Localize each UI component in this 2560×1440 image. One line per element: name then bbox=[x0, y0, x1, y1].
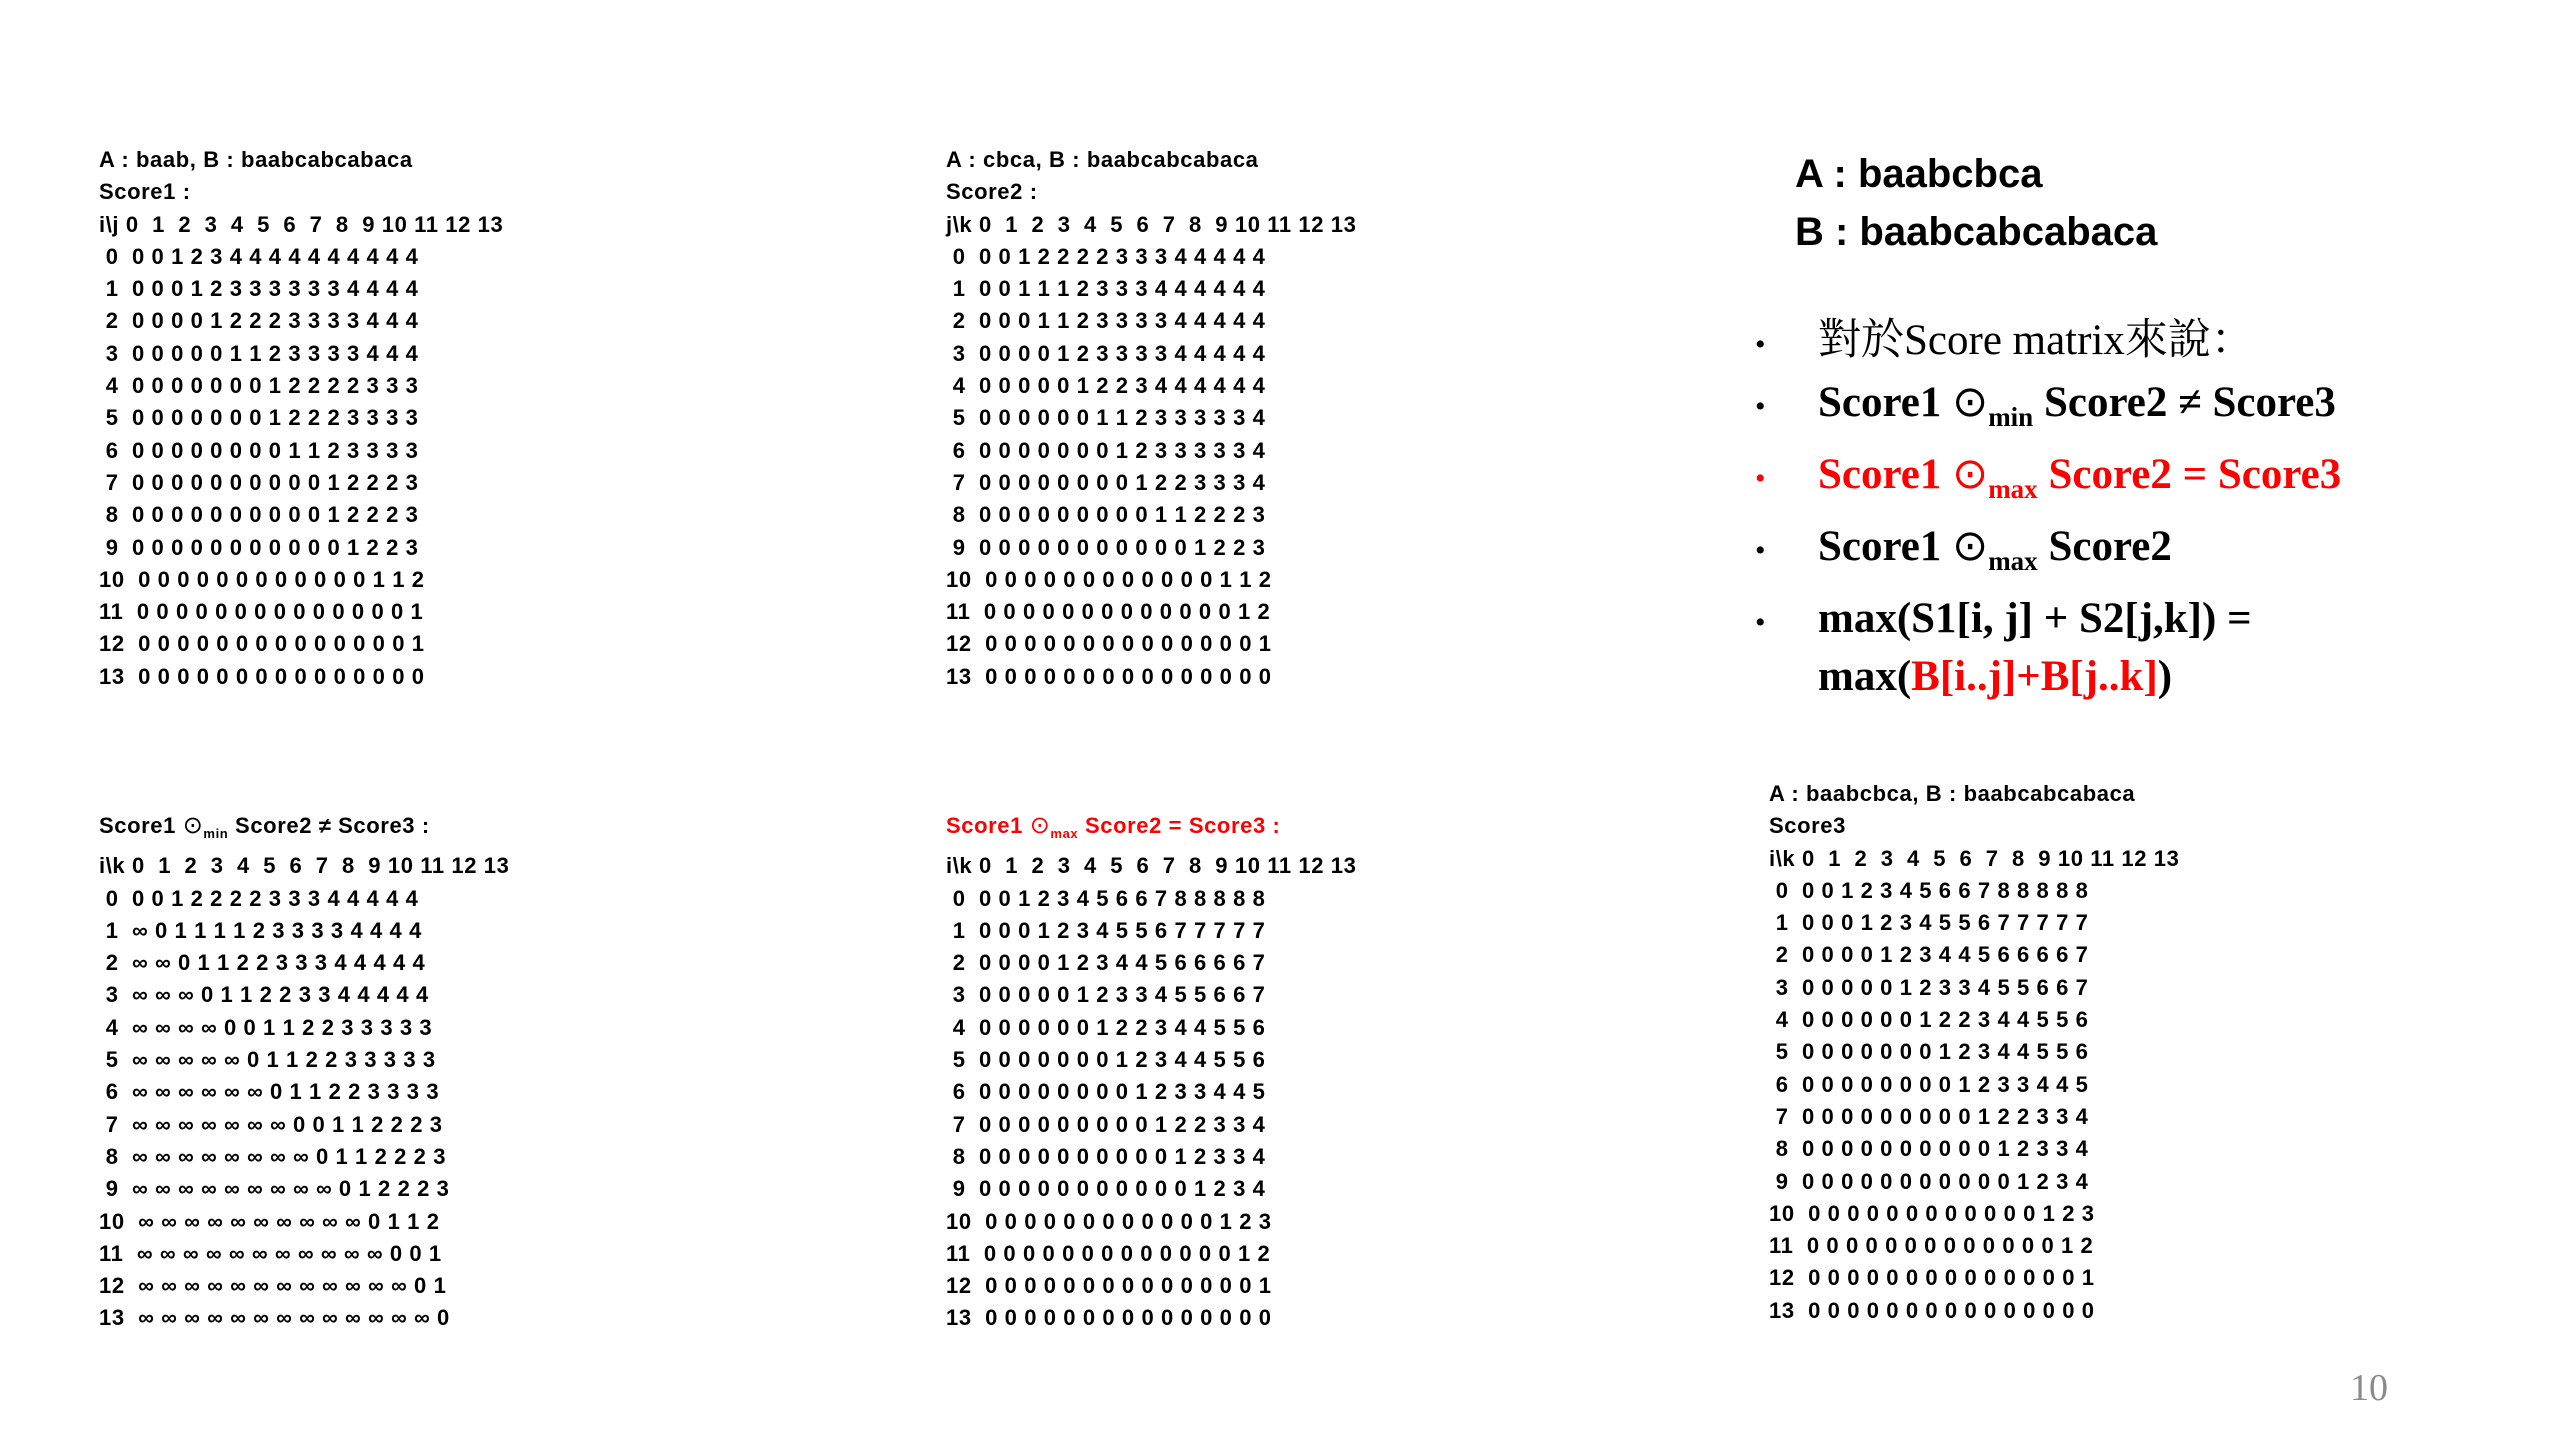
matrix-header-line: A : cbca, B : baabcabcabaca bbox=[946, 147, 1259, 172]
matrix-row: 10 ∞ ∞ ∞ ∞ ∞ ∞ ∞ ∞ ∞ ∞ 0 1 1 2 bbox=[99, 1208, 440, 1234]
matrix-row: 11 0 0 0 0 0 0 0 0 0 0 0 0 0 1 2 bbox=[946, 599, 1271, 625]
page-number: 10 bbox=[2350, 1367, 2388, 1409]
matrix-row: 3 0 0 0 0 0 1 2 3 3 4 5 5 6 6 7 bbox=[1769, 974, 2089, 1000]
matrix-row: 0 0 0 1 2 3 4 5 6 6 7 8 8 8 8 8 bbox=[1769, 877, 2089, 903]
matrix-row: 2 0 0 0 0 1 2 2 2 3 3 3 3 4 4 4 bbox=[99, 308, 419, 334]
matrix-row: 5 0 0 0 0 0 0 0 1 2 3 4 4 5 5 6 bbox=[1769, 1039, 2089, 1065]
matrix-row: 7 0 0 0 0 0 0 0 0 1 2 2 3 3 3 4 bbox=[946, 469, 1266, 495]
bullet-item-max bbox=[1755, 518, 2545, 590]
matrix-row: 12 0 0 0 0 0 0 0 0 0 0 0 0 0 0 1 bbox=[1769, 1265, 2095, 1291]
matrix-row: 9 0 0 0 0 0 0 0 0 0 0 0 1 2 3 4 bbox=[946, 1176, 1266, 1202]
matrix-row: 2 0 0 0 0 1 2 3 4 4 5 6 6 6 6 7 bbox=[946, 950, 1266, 976]
string-a-line: A : baabcbca bbox=[1795, 152, 2043, 196]
bullet-text bbox=[1818, 590, 2252, 706]
matrix-header-line: Score1 : bbox=[99, 179, 191, 205]
string-info bbox=[1795, 145, 2157, 261]
matrix-row: 4 0 0 0 0 0 0 0 1 2 2 2 2 3 3 3 bbox=[99, 373, 419, 399]
matrix-row: 4 0 0 0 0 0 1 2 2 3 4 4 4 4 4 4 bbox=[946, 373, 1266, 399]
matrix-row: 12 0 0 0 0 0 0 0 0 0 0 0 0 0 0 1 bbox=[946, 631, 1272, 657]
bullet-list bbox=[1755, 312, 2545, 706]
bullet-item-max-equal bbox=[1755, 446, 2545, 518]
matrix-row: 5 ∞ ∞ ∞ ∞ ∞ 0 1 1 2 2 3 3 3 3 3 bbox=[99, 1047, 436, 1073]
matrix-header-line: Score2 : bbox=[946, 179, 1038, 205]
matrix-row: 9 ∞ ∞ ∞ ∞ ∞ ∞ ∞ ∞ ∞ 0 1 2 2 2 3 bbox=[99, 1176, 450, 1202]
matrix-header-line: Score3 bbox=[1769, 813, 1846, 839]
matrix-row: 10 0 0 0 0 0 0 0 0 0 0 0 0 1 1 2 bbox=[946, 566, 1272, 592]
matrix-row: 1 0 0 0 1 2 3 3 3 3 3 3 4 4 4 4 bbox=[99, 276, 419, 302]
matrix-row: 5 0 0 0 0 0 0 0 1 2 3 4 4 5 5 6 bbox=[946, 1047, 1266, 1073]
matrix-row: 12 ∞ ∞ ∞ ∞ ∞ ∞ ∞ ∞ ∞ ∞ ∞ ∞ 0 1 bbox=[99, 1273, 447, 1299]
bullet-text: Score1 $⊙_{max}$ Score2 bbox=[1818, 523, 2172, 576]
bullet-text: Score1 $⊙_{min}$ Score2 ≠ Score3 bbox=[1818, 379, 2336, 432]
matrix-row: 1 0 0 0 1 2 3 4 5 5 6 7 7 7 7 7 bbox=[1769, 910, 2089, 936]
matrix-row: 11 0 0 0 0 0 0 0 0 0 0 0 0 0 0 1 bbox=[99, 599, 424, 625]
matrix-score-min-product bbox=[99, 810, 509, 1335]
matrix-score-max-product bbox=[946, 810, 1356, 1335]
matrix-row: 5 0 0 0 0 0 0 0 1 2 2 2 3 3 3 3 bbox=[99, 405, 419, 431]
matrix-row: 13 0 0 0 0 0 0 0 0 0 0 0 0 0 0 0 bbox=[99, 663, 425, 689]
matrix-row: 6 0 0 0 0 0 0 0 0 1 1 2 3 3 3 3 bbox=[99, 437, 419, 463]
matrix-row: 3 ∞ ∞ ∞ 0 1 1 2 2 3 3 4 4 4 4 4 bbox=[99, 982, 429, 1008]
matrix-row: 9 0 0 0 0 0 0 0 0 0 0 0 1 2 2 3 bbox=[946, 534, 1266, 560]
matrix-column-header: i\j 0 1 2 3 4 5 6 7 8 9 10 11 12 13 bbox=[99, 211, 504, 237]
string-b-line: B : baabcabcabaca bbox=[1795, 210, 2158, 254]
matrix-row: 2 ∞ ∞ 0 1 1 2 2 3 3 3 4 4 4 4 4 bbox=[99, 950, 426, 976]
matrix-row: 8 0 0 0 0 0 0 0 0 0 1 1 2 2 2 3 bbox=[946, 502, 1266, 528]
matrix-row: 9 0 0 0 0 0 0 0 0 0 0 0 1 2 3 4 bbox=[1769, 1168, 2089, 1194]
bullet-dot: • bbox=[1755, 606, 1766, 639]
matrix-row: 1 ∞ 0 1 1 1 1 2 3 3 3 3 4 4 4 4 bbox=[99, 917, 422, 943]
matrix-row: 7 0 0 0 0 0 0 0 0 0 1 2 2 3 3 4 bbox=[1769, 1103, 2089, 1129]
formula-line-2: max(B[i..j]+B[j..k]) bbox=[1818, 653, 2173, 700]
matrix-row: 13 0 0 0 0 0 0 0 0 0 0 0 0 0 0 0 bbox=[1769, 1297, 2095, 1323]
matrix-row: 13 ∞ ∞ ∞ ∞ ∞ ∞ ∞ ∞ ∞ ∞ ∞ ∞ ∞ 0 bbox=[99, 1305, 450, 1331]
bullet-item-formula bbox=[1755, 590, 2545, 706]
matrix-row: 8 ∞ ∞ ∞ ∞ ∞ ∞ ∞ ∞ 0 1 1 2 2 2 3 bbox=[99, 1143, 447, 1169]
matrix-row: 7 0 0 0 0 0 0 0 0 0 0 1 2 2 2 3 bbox=[99, 469, 419, 495]
matrix-title: Score1 $⊙_{min}$ Score2 ≠ Score3 : bbox=[99, 812, 430, 841]
matrix-row: 1 0 0 1 1 1 2 3 3 3 4 4 4 4 4 4 bbox=[946, 276, 1266, 302]
matrix-row: 6 0 0 0 0 0 0 0 0 1 2 3 3 4 4 5 bbox=[1769, 1071, 2089, 1097]
matrix-row: 2 0 0 0 1 1 2 3 3 3 3 4 4 4 4 4 bbox=[946, 308, 1266, 334]
matrix-row: 12 0 0 0 0 0 0 0 0 0 0 0 0 0 0 1 bbox=[946, 1273, 1272, 1299]
matrix-title: Score1 $⊙_{max}$ Score2 = Score3 : bbox=[946, 812, 1281, 841]
matrix-row: 10 0 0 0 0 0 0 0 0 0 0 0 0 1 2 3 bbox=[946, 1208, 1272, 1234]
matrix-row: 11 0 0 0 0 0 0 0 0 0 0 0 0 0 1 2 bbox=[946, 1240, 1271, 1266]
matrix-column-header: i\k 0 1 2 3 4 5 6 7 8 9 10 11 12 13 bbox=[946, 853, 1357, 879]
bullet-dot: • bbox=[1755, 462, 1766, 495]
bullet-item-min bbox=[1755, 374, 2545, 446]
matrix-score1 bbox=[99, 144, 503, 693]
matrix-row: 8 0 0 0 0 0 0 0 0 0 0 1 2 3 3 4 bbox=[1769, 1136, 2089, 1162]
matrix-row: 4 0 0 0 0 0 0 1 2 2 3 4 4 5 5 6 bbox=[946, 1014, 1266, 1040]
matrix-row: 10 0 0 0 0 0 0 0 0 0 0 0 0 1 2 3 bbox=[1769, 1200, 2095, 1226]
matrix-row: 11 ∞ ∞ ∞ ∞ ∞ ∞ ∞ ∞ ∞ ∞ ∞ 0 0 1 bbox=[99, 1240, 442, 1266]
matrix-header-line: A : baab, B : baabcabcabaca bbox=[99, 147, 413, 172]
matrix-column-header: i\k 0 1 2 3 4 5 6 7 8 9 10 11 12 13 bbox=[1769, 845, 2180, 871]
matrix-score2 bbox=[946, 144, 1356, 693]
matrix-row: 6 0 0 0 0 0 0 0 1 2 3 3 3 3 3 4 bbox=[946, 437, 1266, 463]
matrix-row: 8 0 0 0 0 0 0 0 0 0 0 1 2 2 2 3 bbox=[99, 502, 419, 528]
matrix-row: 0 0 0 1 2 3 4 5 6 6 7 8 8 8 8 8 bbox=[946, 885, 1266, 911]
matrix-column-header: i\k 0 1 2 3 4 5 6 7 8 9 10 11 12 13 bbox=[99, 853, 510, 879]
matrix-row: 8 0 0 0 0 0 0 0 0 0 0 1 2 3 3 4 bbox=[946, 1143, 1266, 1169]
matrix-row: 9 0 0 0 0 0 0 0 0 0 0 0 1 2 2 3 bbox=[99, 534, 419, 560]
matrix-row: 4 0 0 0 0 0 0 1 2 2 3 4 4 5 5 6 bbox=[1769, 1007, 2089, 1033]
matrix-header-line: A : baabcbca, B : baabcabcabaca bbox=[1769, 781, 2136, 806]
matrix-row: 0 0 0 1 2 2 2 2 3 3 3 4 4 4 4 4 bbox=[946, 243, 1266, 269]
matrix-row: 13 0 0 0 0 0 0 0 0 0 0 0 0 0 0 0 bbox=[946, 663, 1272, 689]
bullet-dot: • bbox=[1755, 534, 1766, 567]
matrix-row: 0 0 0 1 2 2 2 2 3 3 3 4 4 4 4 4 bbox=[99, 885, 419, 911]
formula-line-1: max(S1[i, j] + S2[j,k]) = bbox=[1818, 595, 2252, 642]
matrix-row: 4 ∞ ∞ ∞ ∞ 0 0 1 1 2 2 3 3 3 3 3 bbox=[99, 1014, 433, 1040]
matrix-score3 bbox=[1769, 778, 2179, 1327]
matrix-row: 13 0 0 0 0 0 0 0 0 0 0 0 0 0 0 0 bbox=[946, 1305, 1272, 1331]
matrix-row: 7 0 0 0 0 0 0 0 0 0 1 2 2 3 3 4 bbox=[946, 1111, 1266, 1137]
matrix-row: 0 0 0 1 2 3 4 4 4 4 4 4 4 4 4 4 bbox=[99, 243, 419, 269]
matrix-row: 7 ∞ ∞ ∞ ∞ ∞ ∞ ∞ 0 0 1 1 2 2 2 3 bbox=[99, 1111, 443, 1137]
bullet-text: Score1 $⊙_{max}$ Score2 = Score3 bbox=[1818, 451, 2342, 504]
matrix-row: 1 0 0 0 1 2 3 4 5 5 6 7 7 7 7 7 bbox=[946, 917, 1266, 943]
matrix-row: 3 0 0 0 0 0 1 1 2 3 3 3 3 4 4 4 bbox=[99, 340, 419, 366]
matrix-column-header: j\k 0 1 2 3 4 5 6 7 8 9 10 11 12 13 bbox=[946, 211, 1357, 237]
bullet-item-intro bbox=[1755, 312, 2545, 374]
matrix-row: 3 0 0 0 0 1 2 3 3 3 3 4 4 4 4 4 bbox=[946, 340, 1266, 366]
bullet-dot: • bbox=[1755, 390, 1766, 423]
matrix-row: 6 ∞ ∞ ∞ ∞ ∞ ∞ 0 1 1 2 2 3 3 3 3 bbox=[99, 1079, 440, 1105]
matrix-row: 11 0 0 0 0 0 0 0 0 0 0 0 0 0 1 2 bbox=[1769, 1233, 2094, 1259]
matrix-row: 12 0 0 0 0 0 0 0 0 0 0 0 0 0 0 1 bbox=[99, 631, 425, 657]
matrix-row: 5 0 0 0 0 0 0 1 1 2 3 3 3 3 3 4 bbox=[946, 405, 1266, 431]
bullet-dot: • bbox=[1755, 328, 1766, 361]
matrix-row: 3 0 0 0 0 0 1 2 3 3 4 5 5 6 6 7 bbox=[946, 982, 1266, 1008]
matrix-row: 2 0 0 0 0 1 2 3 4 4 5 6 6 6 6 7 bbox=[1769, 942, 2089, 968]
bullet-text: 對於Score matrix來說： bbox=[1818, 317, 2254, 364]
matrix-row: 10 0 0 0 0 0 0 0 0 0 0 0 0 1 1 2 bbox=[99, 566, 425, 592]
matrix-row: 6 0 0 0 0 0 0 0 0 1 2 3 3 4 4 5 bbox=[946, 1079, 1266, 1105]
